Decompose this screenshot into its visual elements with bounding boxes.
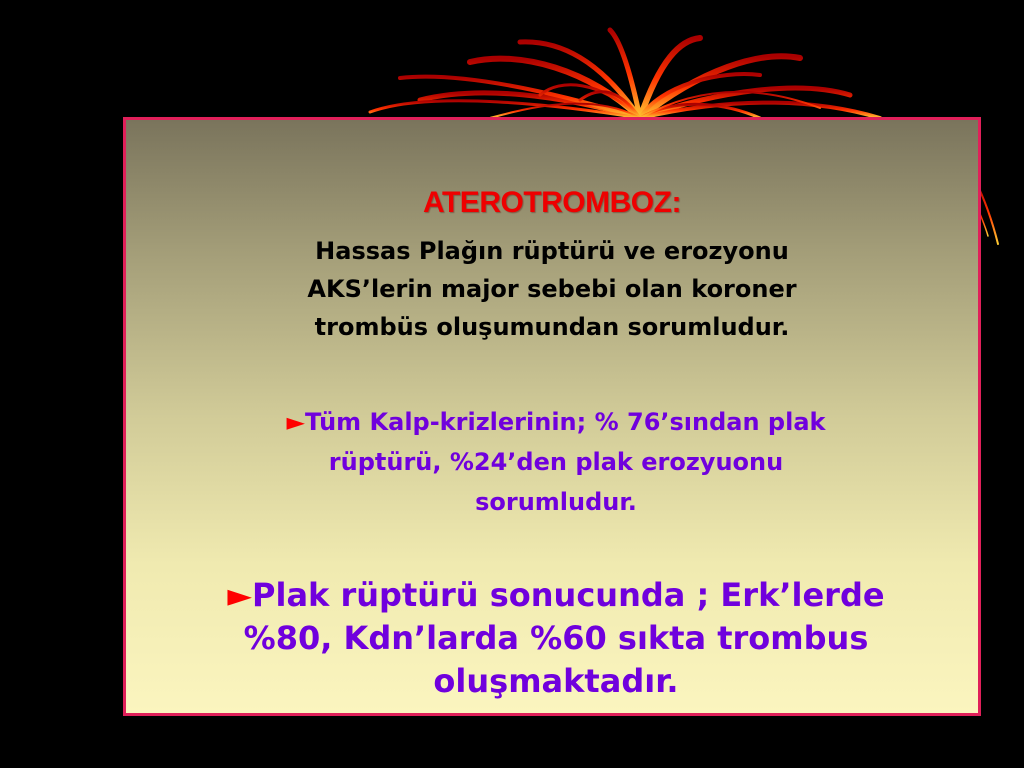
bullet-line: sorumludur. <box>475 488 637 516</box>
slide-title: ATEROTROMBOZ: <box>423 186 681 219</box>
bullet-paragraph-1 <box>146 402 966 522</box>
bullet-line: rüptürü, %24’den plak erozyuonu <box>328 448 784 476</box>
intro-line: AKS’lerin major sebebi olan koroner <box>307 275 797 303</box>
bullet-arrow-icon: ► <box>227 576 253 614</box>
bullet-line <box>146 574 966 617</box>
content-panel <box>123 117 981 716</box>
bullet-line <box>146 402 966 442</box>
bullet-line: %80, Kdn’larda %60 sıkta trombus <box>243 619 869 657</box>
intro-line: Hassas Plağın rüptürü ve erozyonu <box>315 237 789 265</box>
bullet-text: Tüm Kalp-krizlerinin; % 76’sından plak <box>304 408 826 436</box>
bullet-line: oluşmaktadır. <box>433 662 679 700</box>
bullet-paragraph-2 <box>146 574 966 703</box>
intro-text <box>146 232 958 346</box>
bullet-arrow-icon: ► <box>286 408 305 436</box>
bullet-text: Plak rüptürü sonucunda ; Erk’lerde <box>252 576 885 614</box>
intro-line: trombüs oluşumundan sorumludur. <box>314 313 790 341</box>
